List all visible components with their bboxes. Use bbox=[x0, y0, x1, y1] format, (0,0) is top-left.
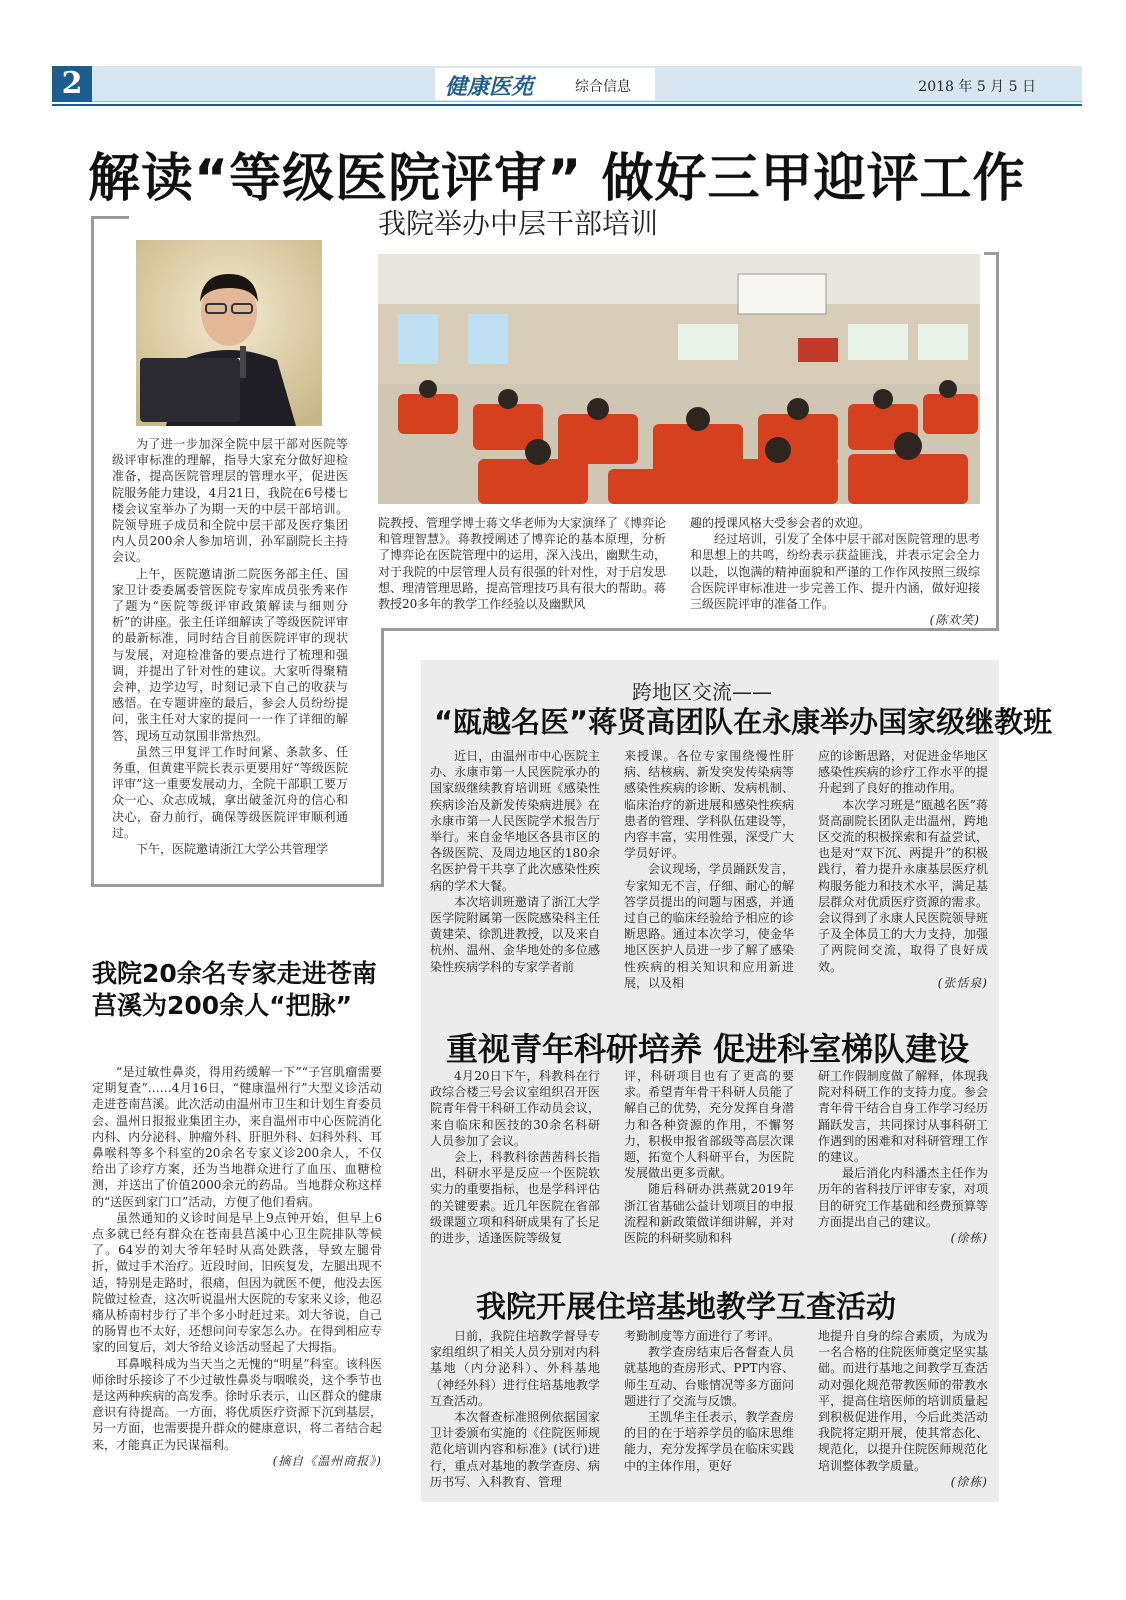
lead-column-2 bbox=[378, 515, 666, 619]
section-name: 综合信息 bbox=[575, 79, 631, 95]
training-hall-photo bbox=[378, 254, 980, 504]
youth-column-1 bbox=[430, 1068, 600, 1252]
ouyue-column-2 bbox=[624, 748, 794, 996]
masthead-logo bbox=[435, 68, 655, 100]
brand-name: 健康医苑 bbox=[445, 74, 534, 100]
frame-line bbox=[381, 628, 999, 631]
youth-column-3 bbox=[818, 1068, 988, 1252]
frame-line bbox=[91, 884, 383, 887]
paragraph: 日前，我院住培教学督导专家组组织了相关人员分别对内科基地（内分泌科）、外科基地（神经外科）进行住培基地教学互查活动。 bbox=[430, 1329, 600, 1408]
lead-column-1 bbox=[112, 436, 348, 870]
paragraph: 4月20日下午，科教科在行政综合楼三号会议室组织召开医院青年骨干科研工作动员会议，来自临床和医技的30余名科研人员参加了会议。 bbox=[430, 1069, 600, 1148]
paragraph: 评，科研项目也有了更高的要求。希望青年骨干科研人员能了解自己的优势，充分发挥自身潜力和各种资源的作用，不懈努力，积极申报省部级等高层次课题，拓宽个人科研平台，为医院发展做出更多贡献。 bbox=[624, 1069, 794, 1181]
paragraph: 为了进一步加深全院中层干部对医院等级评审标准的理解，指导大家充分做好迎检准备，提高医院管理层的管理水平，促进医院服务能力建设，4月21日，我院在6号楼七楼会议室举办了为期一天的中层干部培训。院领导班子成员和全院中层干部及医疗集团内人员200余人参加培训，孙军副院长主持会议。 bbox=[112, 437, 348, 565]
paragraph: 趣的授课风格大受参会者的欢迎。 bbox=[690, 516, 871, 530]
frame-line bbox=[381, 630, 384, 887]
byline: (陈欢笑) bbox=[929, 613, 980, 628]
byline: (徐栋) bbox=[950, 1231, 988, 1246]
paragraph: 教学查房结束后各督查人员就基地的查房形式、PPT内容、师生互动、台账情况等多方面问题进行了交流与反馈。 bbox=[624, 1345, 794, 1408]
training-column-2 bbox=[624, 1328, 794, 1496]
lead-headline: 解读“等级医院评审” 做好三甲迎评工作 bbox=[88, 149, 1026, 209]
issue-date: 2018 年 5 月 5 日 bbox=[918, 79, 1036, 95]
paragraph: 地提升自身的综合素质，为成为一名合格的住院医师奠定坚实基础。而进行基地之间教学互查活动对强化规范带教医师的带教水平，提高住培医师的培训质量起到积极促进作用，今后此类活动我院将定期开展，使其常态化、规范化，以提升住院医师规范化培训整体教学质量。 bbox=[818, 1329, 988, 1473]
paragraph: 会上，科教科徐茜茜科长指出，科研水平是反应一个医院软实力的重要指标，也是学科评估的关键要素。近几年医院在省部级课题立项和科研成果有了长足的进步，适逢医院等级复 bbox=[430, 1150, 600, 1246]
paragraph: 近日，由温州市中心医院主办、永康市第一人民医院承办的国家级继续教育培训班《感染性疾病诊治及新发传染病进展》在永康市第一人民医院学术报告厅举行。来自金华地区各县市区的各级医院、及周边地区的180余名医护骨干共享了此次感染性疾病的学术大餐。 bbox=[430, 749, 600, 893]
frame-line bbox=[91, 216, 129, 219]
paragraph: 最后消化内科潘杰主任作为历年的省科技厅评审专家，对项目的研究工作基础和经费预算等方面提出自己的建议。 bbox=[818, 1166, 988, 1229]
ouyue-headline: “瓯越名医”蒋贤高团队在永康举办国家级继教班 bbox=[434, 705, 1053, 739]
ouyue-column-3 bbox=[818, 748, 988, 996]
paragraph: 上午，医院邀请浙二院医务部主任、国家卫计委委属委管医院专家库成员张秀来作了题为“医院等级评审政策解读与细则分析”的讲座。张主任详细解读了等级医院评审的最新标准，同时结合目前医院评审的现状与发展，对迎检准备的要点进行了梳理和强调，并提出了针对性的建议。大家听得聚精会神，边学边写，时刻记录下自己的收获与感悟。在专题讲座的最后，参会人员纷纷提问，张主任对大家的提问一一作了详细的解答，现场互动氛围非常热烈。 bbox=[112, 566, 348, 743]
paragraph: 本次督查标准照例依据国家卫计委颁布实施的《住院医师规范化培训内容和标准》(试行)进行，重点对基地的教学查房、病历书写、入科教育、管理 bbox=[430, 1410, 600, 1489]
paragraph: 院教授、管理学博士蒋文华老师为大家演绎了《博弈论和管理智慧》。蒋教授阐述了博弈论的基本原理，分析了博弈论在医院管理中的运用，深入浅出，幽默生动，对于我院的中层管理人员有很强的针对性，对于启发思想、理清管理思路，提高管理技巧具有很大的帮助。蒋教授20多年的教学工作经验以及幽默风 bbox=[378, 516, 667, 612]
frame-line bbox=[996, 252, 999, 631]
ouyue-kicker: 跨地区交流—— bbox=[632, 680, 772, 704]
paragraph: 本次培训班邀请了浙江大学医学院附属第一医院感染科主任黄建荣、徐凯进教授，以及来自杭州、温州、金华地处的多位感染性疾病学科的专家学者前 bbox=[430, 894, 600, 974]
paragraph: 虽然通知的义诊时间是早上9点钟开始，但早上6点多就已经有群众在苍南县莒溪中心卫生院排队等候了。64岁的刘大爷年轻时从高处跌落，导致左腿骨折，做过手术治疗。近段时间，旧疾复发，左腿出现不适，特别是走路时，很痛，但因为就医不便，他没去医院做过检查，这次听说温州大医院的专家来义诊，他忍痛从桥南村步行了半个多小时赶过来。刘大爷说，自己的肠胃也不太好，还想问问专家怎么办。在得到相应专家的回复后，刘大爷给义诊活动竖起了大拇指。 bbox=[92, 1210, 382, 1355]
paragraph: 耳鼻喉科成为当天当之无愧的“明星”科室。该科医师徐时乐接诊了不少过敏性鼻炎与咽喉炎，这个季节也是这两种疾病的高发季。徐时乐表示，山区群众的健康意识有待提高。一方面，将优质医疗资源下沉到基层，另一方面，也需要提升群众的健康意识，将二者结合起来，才能真正为民谋福利。 bbox=[92, 1356, 382, 1452]
youth-column-2 bbox=[624, 1068, 794, 1252]
lead-column-3 bbox=[690, 515, 980, 628]
paragraph: 应的诊断思路，对促进金华地区感染性疾病的诊疗工作水平的提升起到了良好的推动作用。 bbox=[818, 749, 988, 796]
page-number: 2 bbox=[52, 66, 92, 102]
training-headline: 我院开展住培基地教学互查活动 bbox=[476, 1290, 896, 1325]
header-rule bbox=[52, 104, 1082, 106]
paragraph: 研工作假制度做了解释，体现我院对科研工作的支持力度。参会青年骨干结合自身工作学习经历踊跃发言，共同探讨从事科研工作遇到的困难和对科研管理工作的建议。 bbox=[818, 1069, 988, 1165]
paragraph: 经过培训，引发了全体中层干部对医院管理的思考和思想上的共鸣，纷纷表示获益匪浅，并表示定会全力以赴，以饱满的精神面貌和严谨的工作作风按照三级综合医院评审标准进一步完善工作、提升内涵，做好迎接三级医院评审的准备工作。 bbox=[690, 532, 980, 612]
lead-subhead: 我院举办中层干部培训 bbox=[378, 207, 659, 240]
paragraph: 虽然三甲复评工作时间紧、条款多、任务重，但黄建平院长表示更要用好“等级医院评审”这一重要发展动力，全院干部职工要万众一心、众志成城，拿出破釜沉舟的信心和决心，奋力前行，确保等级医院评审顺利通过。 bbox=[112, 744, 348, 840]
experts-body bbox=[92, 1064, 382, 1508]
training-column-3 bbox=[818, 1328, 988, 1496]
frame-line bbox=[984, 252, 999, 255]
paragraph: “是过敏性鼻炎，得用药缓解一下”“子宫肌瘤需要定期复查”……4月16日，“健康温州行”大型义诊活动走进苍南莒溪。此次活动由温州市卫生和计划生育委员会、温州日报报业集团主办，来自温州市中心医院消化内科、内分泌科、肿瘤外科、肝胆外科、妇科外科、耳鼻喉科等多个科室的20余名专家义诊200余人，不仅给出了诊疗方案，还为当地群众进行了血压、血糖检测，并送出了价值2000余元的药品。当地群众称这样的“送医到家门口”活动，方便了他们看病。 bbox=[92, 1065, 382, 1209]
ouyue-column-1 bbox=[430, 748, 600, 996]
experts-headline: 我院20余名专家走进苍南莒溪为200余人“把脉” bbox=[92, 959, 377, 1020]
byline: (徐栋) bbox=[950, 1474, 988, 1489]
frame-line bbox=[91, 216, 94, 886]
speaker-portrait-photo bbox=[136, 240, 322, 426]
paragraph: 下午，医院邀请浙江大学公共管理学 bbox=[136, 842, 329, 857]
byline: (张恬泉) bbox=[937, 975, 988, 990]
paragraph: 随后科研办洪燕就2019年浙江省基础公益计划项目的申报流程和新政策做详细讲解，并对医院的科研奖励和科 bbox=[624, 1182, 794, 1246]
youth-headline: 重视青年科研培养 促进科室梯队建设 bbox=[446, 1030, 970, 1068]
training-column-1 bbox=[430, 1328, 600, 1496]
byline: (摘自《温州商报》) bbox=[272, 1453, 382, 1468]
paragraph: 考勤制度等方面进行了考评。 bbox=[624, 1329, 781, 1343]
page-header bbox=[52, 66, 1082, 104]
paragraph: 来授课。各位专家围绕慢性肝病、结核病、新发突发传染病等感染性疾病的诊断、发病机制、临床治疗的新进展和感染性疾病患者的管理、学科队伍建设等，内容丰富，实用性强，深受广大学员好评。 bbox=[624, 749, 794, 861]
paragraph: 会议现场，学员踊跃发言，专家知无不言，仔细、耐心的解答学员提出的问题与困惑，并通过自己的临床经验给予相应的诊断思路。通过本次学习，使金华地区医护人员进一步了解了感染性疾病的相关知识和应用新进展，以及相 bbox=[624, 862, 794, 990]
paragraph: 本次学习班是“瓯越名医”蒋贤高副院长团队走出温州，跨地区交流的积极探索和有益尝试，也是对“双下沉、两提升”的积极践行，着力提升永康基层医疗机构服务能力和技术水平，满足基层群众对优质医疗资源的需求。会议得到了永康人民医院领导班子及全体员工的大力支持，加强了两院间交流，取得了良好成效。 bbox=[818, 797, 988, 974]
paragraph: 王凯华主任表示，教学查房的目的在于培养学员的临床思维能力，充分发挥学员在临床实践中的主体作用，更好 bbox=[624, 1410, 794, 1473]
